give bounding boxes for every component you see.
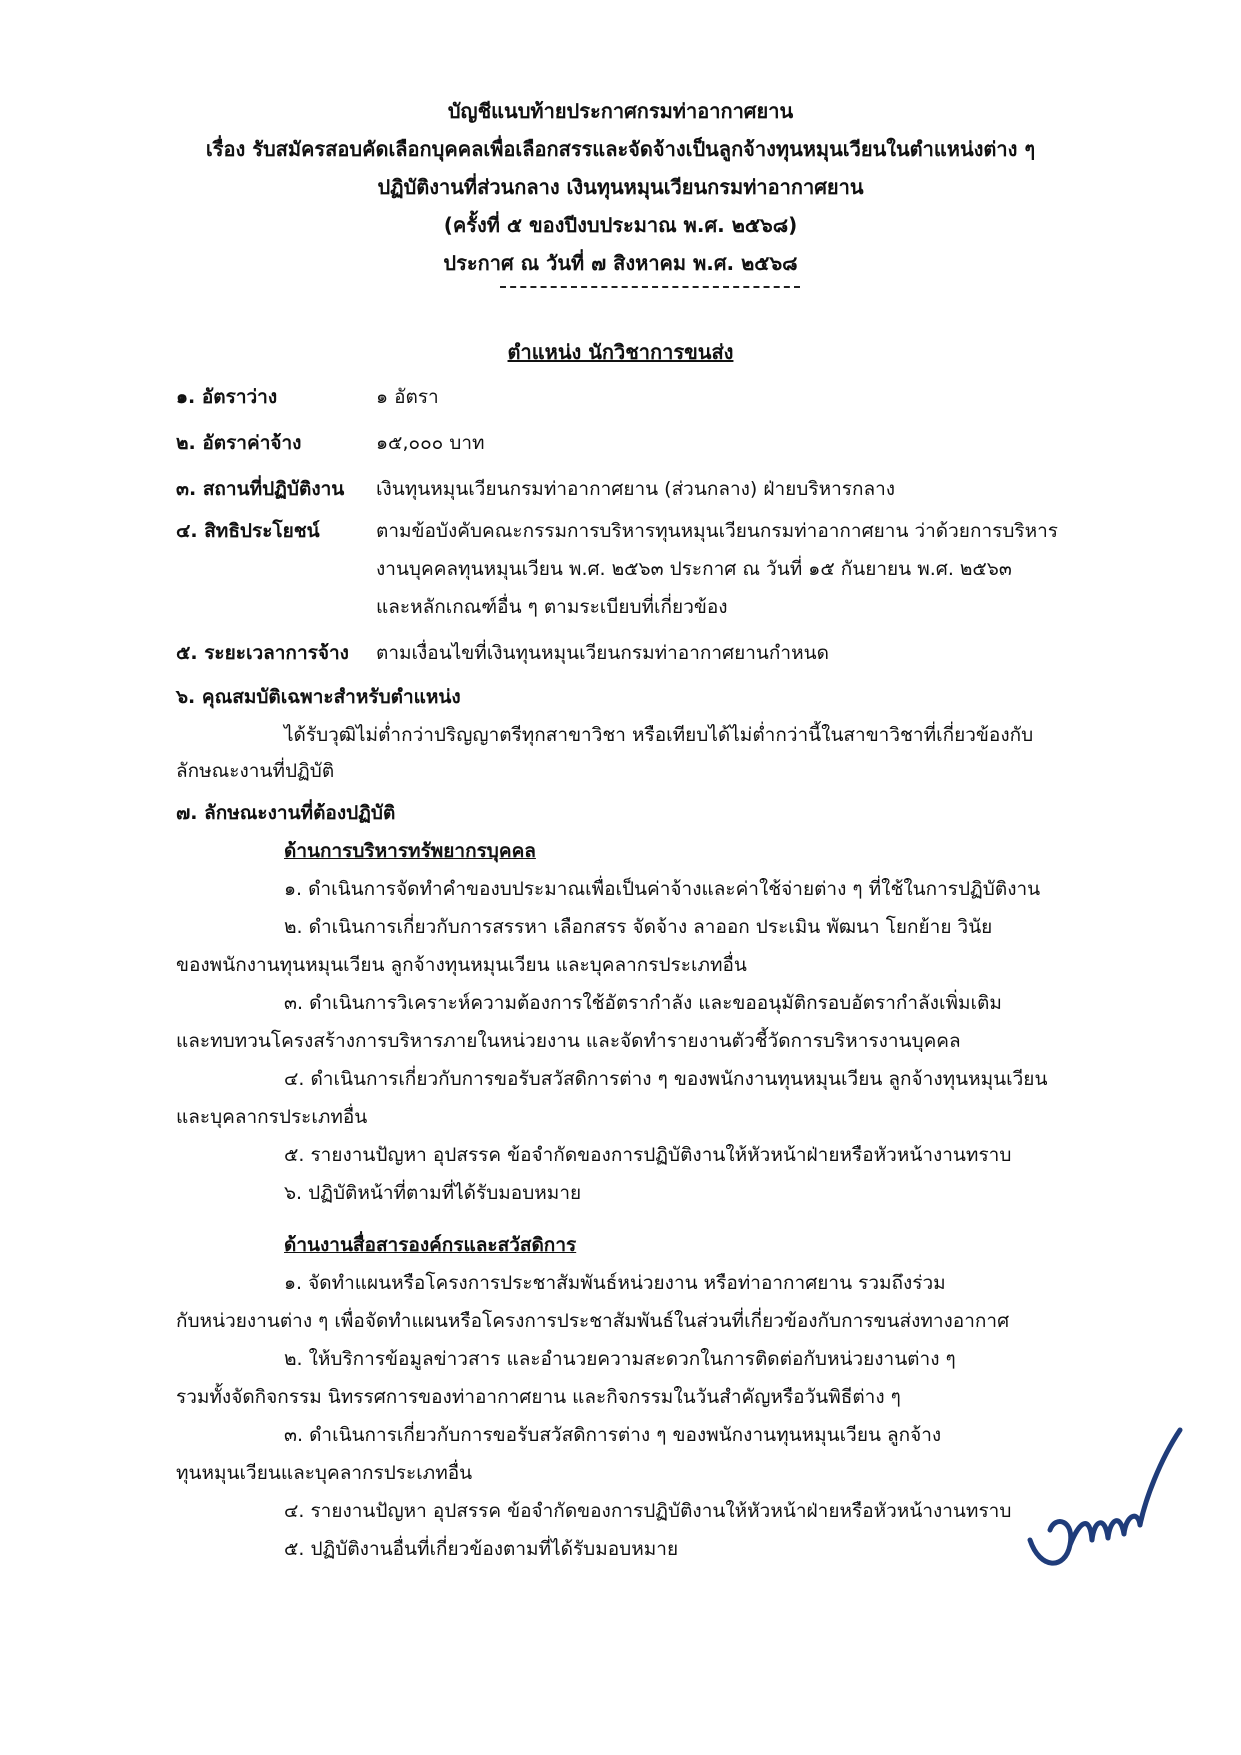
hr-duty-6: ๖. ปฏิบัติหน้าที่ตามที่ได้รับมอบหมาย [284,1182,582,1204]
comm-duty-2-line-1: ๒. ให้บริการข้อมูลข่าวสาร และอำนวยความสะดวกในการติดต่อกับหน่วยงานต่าง ๆ [284,1348,956,1370]
item-value-line-2: งานบุคคลทุนหมุนเวียน พ.ศ. ๒๕๖๓ ประกาศ ณ วันที่ ๑๕ กันยายน พ.ศ. ๒๕๖๓ [376,558,1012,580]
item-label: ๑. อัตราว่าง [176,386,278,408]
hr-duty-1: ๑. ดำเนินการจัดทำคำของบประมาณเพื่อเป็นค่าจ้างและค่าใช้จ่ายต่าง ๆ ที่ใช้ในการปฏิบัติงาน [284,878,1041,900]
duties-heading: ๗. ลักษณะงานที่ต้องปฏิบัติ [176,802,396,824]
item-value: ตามเงื่อนไขที่เงินทุนหมุนเวียนกรมท่าอากาศยานกำหนด [376,642,829,664]
item-value: ๑๕,๐๐๐ บาท [376,432,485,454]
item-label: ๓. สถานที่ปฏิบัติงาน [176,478,345,500]
header-line-3: ปฏิบัติงานที่ส่วนกลาง เงินทุนหมุนเวียนกรมท่าอากาศยาน [377,175,864,199]
item-label: ๔. สิทธิประโยชน์ [176,520,320,542]
comm-duty-4: ๔. รายงานปัญหา อุปสรรค ข้อจำกัดของการปฏิบัติงานให้หัวหน้าฝ่ายหรือหัวหน้างานทราบ [284,1500,1012,1522]
comm-section-title: ด้านงานสื่อสารองค์กรและสวัสดิการ [284,1234,577,1256]
item-value: เงินทุนหมุนเวียนกรมท่าอากาศยาน (ส่วนกลาง) ฝ่ายบริหารกลาง [376,478,896,500]
qualifications-line-1: ได้รับวุฒิไม่ต่ำกว่าปริญญาตรีทุกสาขาวิชา หรือเทียบได้ไม่ต่ำกว่านี้ในสาขาวิชาที่เกี่ยวข้องกับ [284,724,1034,746]
header-line-1: บัญชีแนบท้ายประกาศกรมท่าอากาศยาน [447,99,794,123]
comm-duty-3-line-2: ทุนหมุนเวียนและบุคลากรประเภทอื่น [176,1462,473,1484]
qualifications-line-2: ลักษณะงานที่ปฏิบัติ [176,760,335,782]
hr-duty-2-line-1: ๒. ดำเนินการเกี่ยวกับการสรรหา เลือกสรร จัดจ้าง ลาออก ประเมิน พัฒนา โยกย้าย วินัย [284,916,993,938]
item-value-line-3: และหลักเกณฑ์อื่น ๆ ตามระเบียบที่เกี่ยวข้อง [376,596,728,618]
divider [500,286,800,292]
hr-duty-2-line-2: ของพนักงานทุนหมุนเวียน ลูกจ้างทุนหมุนเวียน และบุคลากรประเภทอื่น [176,954,747,976]
item-label: ๒. อัตราค่าจ้าง [176,432,302,454]
hr-duty-4-line-1: ๔. ดำเนินการเกี่ยวกับการขอรับสวัสดิการต่าง ๆ ของพนักงานทุนหมุนเวียน ลูกจ้างทุนหมุนเวียน [284,1068,1048,1090]
item-value-line-1: ตามข้อบังคับคณะกรรมการบริหารทุนหมุนเวียนกรมท่าอากาศยาน ว่าด้วยการบริหาร [376,520,1058,542]
announcement-date: ประกาศ ณ วันที่ ๗ สิงหาคม พ.ศ. ๒๕๖๘ [443,251,798,275]
hr-duty-3-line-2: และทบทวนโครงสร้างการบริหารภายในหน่วยงาน และจัดทำรายงานตัวชี้วัดการบริหารงานบุคคล [176,1030,961,1052]
header-line-2: เรื่อง รับสมัครสอบคัดเลือกบุคคลเพื่อเลือกสรรและจัดจ้างเป็นลูกจ้างทุนหมุนเวียนในตำแหน่งต่าง ๆ [205,137,1036,161]
hr-duty-5: ๕. รายงานปัญหา อุปสรรค ข้อจำกัดของการปฏิบัติงานให้หัวหน้าฝ่ายหรือหัวหน้างานทราบ [284,1144,1012,1166]
comm-duty-2-line-2: รวมทั้งจัดกิจกรรม นิทรรศการของท่าอากาศยาน และกิจกรรมในวันสำคัญหรือวันพิธีต่าง ๆ [176,1386,901,1408]
hr-duty-3-line-1: ๓. ดำเนินการวิเคราะห์ความต้องการใช้อัตรากำลัง และขออนุมัติกรอบอัตรากำลังเพิ่มเติม [284,992,1002,1014]
qualifications-heading: ๖. คุณสมบัติเฉพาะสำหรับตำแหน่ง [176,686,461,708]
signature [1020,1420,1190,1590]
hr-section-title: ด้านการบริหารทรัพยากรบุคคล [284,840,536,862]
item-value: ๑ อัตรา [376,386,439,408]
header-line-4: (ครั้งที่ ๕ ของปีงบประมาณ พ.ศ. ๒๕๖๘) [443,213,798,237]
comm-duty-1-line-1: ๑. จัดทำแผนหรือโครงการประชาสัมพันธ์หน่วยงาน หรือท่าอากาศยาน รวมถึงร่วม [284,1272,946,1294]
position-title: ตำแหน่ง นักวิชาการขนส่ง [507,340,734,364]
comm-duty-5: ๕. ปฏิบัติงานอื่นที่เกี่ยวข้องตามที่ได้รับมอบหมาย [284,1538,679,1560]
hr-duty-4-line-2: และบุคลากรประเภทอื่น [176,1106,368,1128]
item-label: ๕. ระยะเวลาการจ้าง [176,642,349,664]
comm-duty-3-line-1: ๓. ดำเนินการเกี่ยวกับการขอรับสวัสดิการต่าง ๆ ของพนักงานทุนหมุนเวียน ลูกจ้าง [284,1424,942,1446]
comm-duty-1-line-2: กับหน่วยงานต่าง ๆ เพื่อจัดทำแผนหรือโครงการประชาสัมพันธ์ในส่วนที่เกี่ยวข้องกับการขนส่งทางอากาศ [176,1310,1010,1332]
